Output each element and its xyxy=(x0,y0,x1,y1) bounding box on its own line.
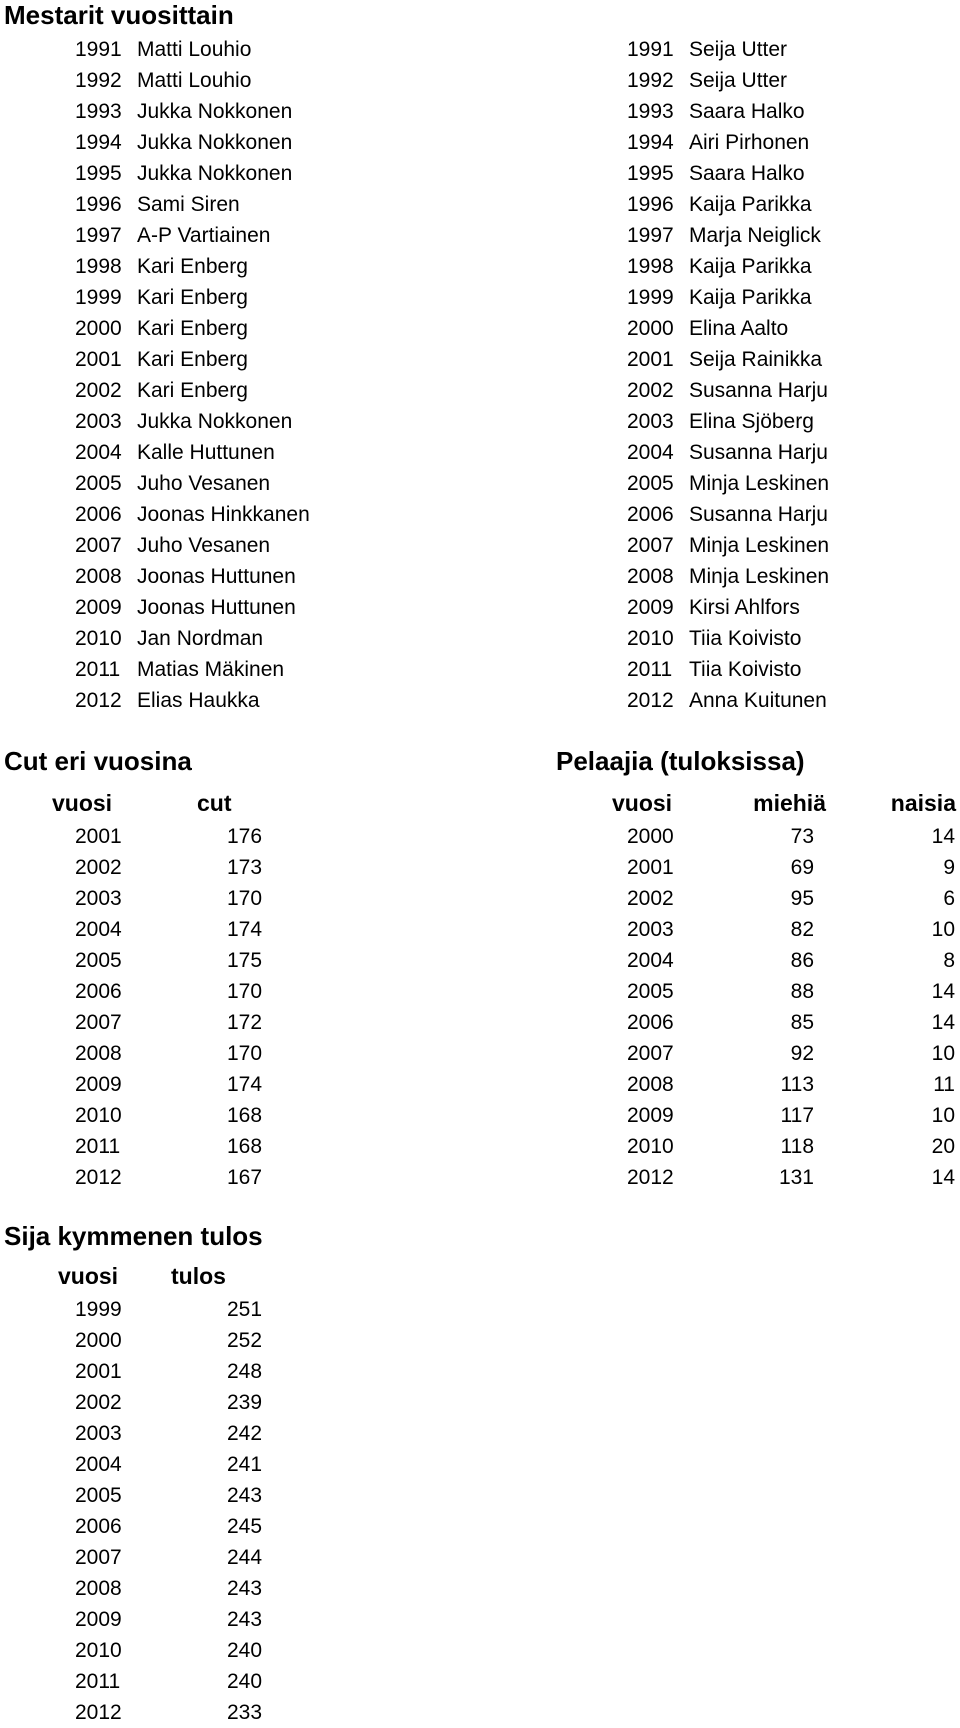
players-year-cell: 2004 xyxy=(627,949,674,972)
tenth-year-cell: 2005 xyxy=(75,1484,122,1507)
tenth-table-row xyxy=(0,1604,400,1635)
champion-year: 2010 xyxy=(75,627,122,650)
players-table-row xyxy=(600,883,960,914)
champion-year: 1996 xyxy=(75,193,122,216)
cut-table-row xyxy=(0,1038,400,1069)
women-champion-row xyxy=(627,344,957,375)
players-men-cell: 85 xyxy=(790,1011,814,1034)
cut-table-row xyxy=(0,1100,400,1131)
men-champions-list xyxy=(75,34,495,716)
champion-name: Jan Nordman xyxy=(137,627,264,650)
tenth-table-row xyxy=(0,1449,400,1480)
women-champion-row xyxy=(627,189,957,220)
cut-table-row xyxy=(0,1162,400,1193)
champion-year: 2004 xyxy=(75,441,122,464)
champion-year: 2012 xyxy=(75,689,122,712)
women-champion-row xyxy=(627,65,957,96)
champion-year: 2011 xyxy=(75,658,121,681)
men-champion-row xyxy=(75,65,495,96)
players-table-row xyxy=(600,1069,960,1100)
cut-value-cell: 172 xyxy=(227,1011,263,1034)
champion-year: 2007 xyxy=(75,534,122,557)
women-champion-row xyxy=(627,406,957,437)
champion-year: 2003 xyxy=(627,410,674,433)
tenth-score-cell: 245 xyxy=(227,1515,263,1538)
champion-year: 1991 xyxy=(627,38,674,61)
champion-name: Kaija Parikka xyxy=(689,286,812,309)
players-year-cell: 2002 xyxy=(627,887,674,910)
champion-year: 2000 xyxy=(627,317,674,340)
women-champion-row xyxy=(627,437,957,468)
champion-year: 2008 xyxy=(627,565,674,588)
players-table-row xyxy=(600,914,960,945)
champion-name: Seija Utter xyxy=(689,38,788,61)
players-men-cell: 118 xyxy=(780,1135,814,1158)
players-year-cell: 2003 xyxy=(627,918,674,941)
tenth-score-cell: 239 xyxy=(227,1391,263,1414)
tenth-table-row xyxy=(0,1356,400,1387)
players-table-row xyxy=(600,1162,960,1193)
players-table-row xyxy=(600,821,960,852)
tenth-score-cell: 243 xyxy=(227,1608,263,1631)
tenth-year-cell: 2007 xyxy=(75,1546,122,1569)
players-table-row xyxy=(600,976,960,1007)
champion-year: 1992 xyxy=(627,69,674,92)
champion-year: 1999 xyxy=(627,286,674,309)
players-table-row xyxy=(600,1007,960,1038)
champion-year: 2008 xyxy=(75,565,122,588)
champion-year: 2012 xyxy=(627,689,674,712)
players-men-cell: 88 xyxy=(790,980,814,1003)
cut-table xyxy=(0,785,400,1193)
champion-year: 1998 xyxy=(627,255,674,278)
players-year-cell: 2009 xyxy=(627,1104,674,1127)
tenth-score-cell: 233 xyxy=(227,1701,263,1724)
champion-name: Elina Sjöberg xyxy=(689,410,814,433)
tenth-score-cell: 243 xyxy=(227,1484,263,1507)
players-women-cell: 10 xyxy=(931,918,955,941)
champion-year: 2009 xyxy=(75,596,122,619)
champion-name: Tiia Koivisto xyxy=(689,658,802,681)
men-champion-row xyxy=(75,96,495,127)
champion-year: 1998 xyxy=(75,255,122,278)
players-women-cell: 10 xyxy=(931,1104,955,1127)
champion-name: Juho Vesanen xyxy=(137,472,271,495)
cut-value-cell: 170 xyxy=(227,887,263,910)
cut-table-row xyxy=(0,821,400,852)
cut-table-row xyxy=(0,883,400,914)
champion-year: 1997 xyxy=(627,224,674,247)
women-champions-list xyxy=(627,34,957,716)
tenth-table-row xyxy=(0,1573,400,1604)
champion-year: 2006 xyxy=(627,503,674,526)
champion-name: Saara Halko xyxy=(689,100,805,123)
champion-year: 1994 xyxy=(75,131,122,154)
champion-name: Matias Mäkinen xyxy=(137,658,285,681)
champion-year: 1995 xyxy=(627,162,674,185)
women-champion-row xyxy=(627,251,957,282)
cut-year-cell: 2012 xyxy=(75,1166,122,1189)
champion-name: Airi Pirhonen xyxy=(689,131,810,154)
players-year-cell: 2012 xyxy=(627,1166,674,1189)
players-year-cell: 2006 xyxy=(627,1011,674,1034)
champion-name: Minja Leskinen xyxy=(689,534,830,557)
cut-value-cell: 173 xyxy=(227,856,263,879)
champion-name: Sami Siren xyxy=(137,193,240,216)
cut-value-cell: 168 xyxy=(227,1135,263,1158)
champion-year: 2002 xyxy=(627,379,674,402)
women-champion-row xyxy=(627,499,957,530)
champion-year: 1996 xyxy=(627,193,674,216)
women-champion-row xyxy=(627,96,957,127)
men-champion-row xyxy=(75,375,495,406)
players-table-header xyxy=(600,785,960,821)
players-men-cell: 95 xyxy=(790,887,814,910)
men-champion-row xyxy=(75,530,495,561)
champion-year: 2001 xyxy=(75,348,122,371)
tenth-year-cell: 2008 xyxy=(75,1577,122,1600)
tenth-year-cell: 2010 xyxy=(75,1639,122,1662)
women-champion-row xyxy=(627,468,957,499)
men-champion-row xyxy=(75,282,495,313)
champion-year: 2003 xyxy=(75,410,122,433)
men-champion-row xyxy=(75,313,495,344)
champion-name: Seija Rainikka xyxy=(689,348,823,371)
men-champion-row xyxy=(75,344,495,375)
cut-year-cell: 2008 xyxy=(75,1042,122,1065)
champions-title: Mestarit vuosittain xyxy=(4,0,234,30)
champion-name: Kaija Parikka xyxy=(689,193,812,216)
champion-name: Kari Enberg xyxy=(137,255,248,278)
tenth-year-cell: 2002 xyxy=(75,1391,122,1414)
champion-name: Jukka Nokkonen xyxy=(137,100,293,123)
cut-year-cell: 2011 xyxy=(75,1135,121,1158)
tenth-score-cell: 240 xyxy=(227,1670,263,1693)
players-year-cell: 2007 xyxy=(627,1042,674,1065)
women-champion-row xyxy=(627,530,957,561)
tenth-table-row xyxy=(0,1294,400,1325)
cut-year-cell: 2003 xyxy=(75,887,122,910)
players-women-cell: 8 xyxy=(943,949,955,972)
players-year-cell: 2010 xyxy=(627,1135,674,1158)
women-champion-row xyxy=(627,685,957,716)
champion-name: Tiia Koivisto xyxy=(689,627,802,650)
champion-name: Kari Enberg xyxy=(137,379,248,402)
tenth-place-table xyxy=(0,1258,400,1728)
players-women-cell: 14 xyxy=(931,1166,955,1189)
champion-year: 2010 xyxy=(627,627,674,650)
men-champion-row xyxy=(75,437,495,468)
men-champion-row xyxy=(75,685,495,716)
champion-name: Jukka Nokkonen xyxy=(137,410,293,433)
men-champion-row xyxy=(75,406,495,437)
cut-year-cell: 2004 xyxy=(75,918,122,941)
champion-name: Joonas Hinkkanen xyxy=(137,503,310,526)
champion-name: Susanna Harju xyxy=(689,503,828,526)
cut-year-cell: 2006 xyxy=(75,980,122,1003)
players-women-cell: 14 xyxy=(931,980,955,1003)
players-year-cell: 2008 xyxy=(627,1073,674,1096)
champion-name: Matti Louhio xyxy=(137,38,252,61)
champion-name: Joonas Huttunen xyxy=(137,596,296,619)
champion-name: Matti Louhio xyxy=(137,69,252,92)
players-header-women: naisia xyxy=(890,790,956,816)
cut-table-row xyxy=(0,852,400,883)
cut-year-cell: 2002 xyxy=(75,856,122,879)
champion-year: 1995 xyxy=(75,162,122,185)
women-champion-row xyxy=(627,34,957,65)
cut-year-cell: 2007 xyxy=(75,1011,122,1034)
women-champion-row xyxy=(627,561,957,592)
tenth-year-cell: 2006 xyxy=(75,1515,122,1538)
tenth-table-row xyxy=(0,1387,400,1418)
cut-table-header xyxy=(0,785,400,821)
tenth-year-cell: 2000 xyxy=(75,1329,122,1352)
cut-table-row xyxy=(0,1069,400,1100)
tenth-score-cell: 248 xyxy=(227,1360,263,1383)
women-champion-row xyxy=(627,158,957,189)
champion-name: Kirsi Ahlfors xyxy=(689,596,800,619)
cut-year-cell: 2010 xyxy=(75,1104,122,1127)
players-table-row xyxy=(600,1100,960,1131)
cut-table-row xyxy=(0,1007,400,1038)
men-champion-row xyxy=(75,499,495,530)
champion-name: Kari Enberg xyxy=(137,348,248,371)
champion-name: Anna Kuitunen xyxy=(689,689,827,712)
players-men-cell: 73 xyxy=(790,825,814,848)
tenth-place-table-header xyxy=(0,1258,400,1294)
champion-name: Juho Vesanen xyxy=(137,534,271,557)
players-table-row xyxy=(600,852,960,883)
champion-name: Marja Neiglick xyxy=(689,224,821,247)
champion-name: Minja Leskinen xyxy=(689,472,830,495)
champion-year: 2006 xyxy=(75,503,122,526)
players-year-cell: 2001 xyxy=(627,856,674,879)
tenth-year-cell: 2003 xyxy=(75,1422,122,1445)
cut-year-cell: 2001 xyxy=(75,825,122,848)
players-women-cell: 9 xyxy=(943,856,955,879)
players-table xyxy=(600,785,960,1193)
tenth-header-year: vuosi xyxy=(58,1263,119,1289)
champion-year: 2004 xyxy=(627,441,674,464)
players-table-row xyxy=(600,1038,960,1069)
men-champion-row xyxy=(75,623,495,654)
women-champion-row xyxy=(627,220,957,251)
cut-value-cell: 170 xyxy=(227,1042,263,1065)
tenth-year-cell: 2004 xyxy=(75,1453,122,1476)
men-champion-row xyxy=(75,34,495,65)
champion-year: 2007 xyxy=(627,534,674,557)
champion-name: Kaija Parikka xyxy=(689,255,812,278)
cut-year-cell: 2009 xyxy=(75,1073,122,1096)
cut-value-cell: 167 xyxy=(227,1166,263,1189)
champion-year: 2001 xyxy=(627,348,674,371)
men-champion-row xyxy=(75,127,495,158)
champion-year: 2005 xyxy=(627,472,674,495)
cut-header-cut: cut xyxy=(197,790,232,816)
players-women-cell: 20 xyxy=(931,1135,955,1158)
women-champion-row xyxy=(627,127,957,158)
cut-value-cell: 176 xyxy=(227,825,263,848)
champion-name: Kari Enberg xyxy=(137,317,248,340)
men-champion-row xyxy=(75,251,495,282)
tenth-score-cell: 240 xyxy=(227,1639,263,1662)
champion-name: Elias Haukka xyxy=(137,689,260,712)
cut-table-row xyxy=(0,945,400,976)
champion-name: Susanna Harju xyxy=(689,379,828,402)
players-women-cell: 10 xyxy=(931,1042,955,1065)
cut-value-cell: 174 xyxy=(227,1073,263,1096)
champion-year: 2009 xyxy=(627,596,674,619)
tenth-table-row xyxy=(0,1325,400,1356)
tenth-table-row xyxy=(0,1666,400,1697)
players-women-cell: 14 xyxy=(931,1011,955,1034)
cut-year-cell: 2005 xyxy=(75,949,122,972)
cut-table-row xyxy=(0,976,400,1007)
champion-name: Saara Halko xyxy=(689,162,805,185)
men-champion-row xyxy=(75,158,495,189)
tenth-place-title: Sija kymmenen tulos xyxy=(4,1221,263,1251)
champion-year: 2000 xyxy=(75,317,122,340)
players-year-cell: 2000 xyxy=(627,825,674,848)
women-champion-row xyxy=(627,313,957,344)
players-women-cell: 11 xyxy=(933,1073,955,1096)
players-table-row xyxy=(600,945,960,976)
tenth-score-cell: 252 xyxy=(227,1329,263,1352)
champion-year: 2005 xyxy=(75,472,122,495)
tenth-header-score: tulos xyxy=(171,1263,226,1289)
players-women-cell: 14 xyxy=(931,825,955,848)
players-men-cell: 113 xyxy=(780,1073,814,1096)
champion-name: A-P Vartiainen xyxy=(137,224,271,247)
men-champion-row xyxy=(75,189,495,220)
women-champion-row xyxy=(627,623,957,654)
tenth-table-row xyxy=(0,1542,400,1573)
players-header-men: miehiä xyxy=(753,790,826,816)
men-champion-row xyxy=(75,220,495,251)
champion-name: Elina Aalto xyxy=(689,317,789,340)
tenth-score-cell: 242 xyxy=(227,1422,263,1445)
tenth-table-row xyxy=(0,1635,400,1666)
champion-name: Joonas Huttunen xyxy=(137,565,296,588)
cut-header-year: vuosi xyxy=(52,790,113,816)
champion-name: Jukka Nokkonen xyxy=(137,162,293,185)
players-men-cell: 86 xyxy=(790,949,814,972)
tenth-score-cell: 251 xyxy=(227,1298,263,1321)
players-men-cell: 92 xyxy=(790,1042,814,1065)
tenth-table-row xyxy=(0,1697,400,1728)
tenth-score-cell: 243 xyxy=(227,1577,263,1600)
players-men-cell: 117 xyxy=(780,1104,814,1127)
tenth-table-row xyxy=(0,1418,400,1449)
cut-title: Cut eri vuosina xyxy=(4,746,192,776)
women-champion-row xyxy=(627,592,957,623)
players-year-cell: 2005 xyxy=(627,980,674,1003)
men-champion-row xyxy=(75,468,495,499)
players-header-year: vuosi xyxy=(612,790,673,816)
cut-value-cell: 170 xyxy=(227,980,263,1003)
players-men-cell: 82 xyxy=(790,918,814,941)
tenth-table-row xyxy=(0,1511,400,1542)
tenth-year-cell: 2009 xyxy=(75,1608,122,1631)
champion-name: Seija Utter xyxy=(689,69,788,92)
tenth-year-cell: 2011 xyxy=(75,1670,121,1693)
players-men-cell: 131 xyxy=(778,1166,814,1189)
players-title: Pelaajia (tuloksissa) xyxy=(556,746,805,776)
champion-year: 2002 xyxy=(75,379,122,402)
cut-value-cell: 168 xyxy=(227,1104,263,1127)
cut-value-cell: 175 xyxy=(227,949,263,972)
cut-table-row xyxy=(0,914,400,945)
cut-table-row xyxy=(0,1131,400,1162)
tenth-table-row xyxy=(0,1480,400,1511)
women-champion-row xyxy=(627,282,957,313)
champion-year: 1993 xyxy=(75,100,122,123)
men-champion-row xyxy=(75,592,495,623)
tenth-score-cell: 241 xyxy=(227,1453,263,1476)
champion-year: 1994 xyxy=(627,131,674,154)
champion-year: 1992 xyxy=(75,69,122,92)
tenth-year-cell: 2001 xyxy=(75,1360,122,1383)
tenth-year-cell: 2012 xyxy=(75,1701,122,1724)
champion-year: 1997 xyxy=(75,224,122,247)
champion-year: 1999 xyxy=(75,286,122,309)
players-women-cell: 6 xyxy=(943,887,955,910)
tenth-score-cell: 244 xyxy=(227,1546,263,1569)
cut-value-cell: 174 xyxy=(227,918,263,941)
women-champion-row xyxy=(627,654,957,685)
champion-name: Kalle Huttunen xyxy=(137,441,275,464)
men-champion-row xyxy=(75,561,495,592)
champion-year: 1991 xyxy=(75,38,122,61)
champion-name: Jukka Nokkonen xyxy=(137,131,293,154)
champion-name: Minja Leskinen xyxy=(689,565,830,588)
women-champion-row xyxy=(627,375,957,406)
champion-name: Kari Enberg xyxy=(137,286,248,309)
champion-name: Susanna Harju xyxy=(689,441,828,464)
men-champion-row xyxy=(75,654,495,685)
tenth-year-cell: 1999 xyxy=(75,1298,122,1321)
players-men-cell: 69 xyxy=(790,856,814,879)
players-table-row xyxy=(600,1131,960,1162)
champion-year: 2011 xyxy=(627,658,673,681)
champion-year: 1993 xyxy=(627,100,674,123)
